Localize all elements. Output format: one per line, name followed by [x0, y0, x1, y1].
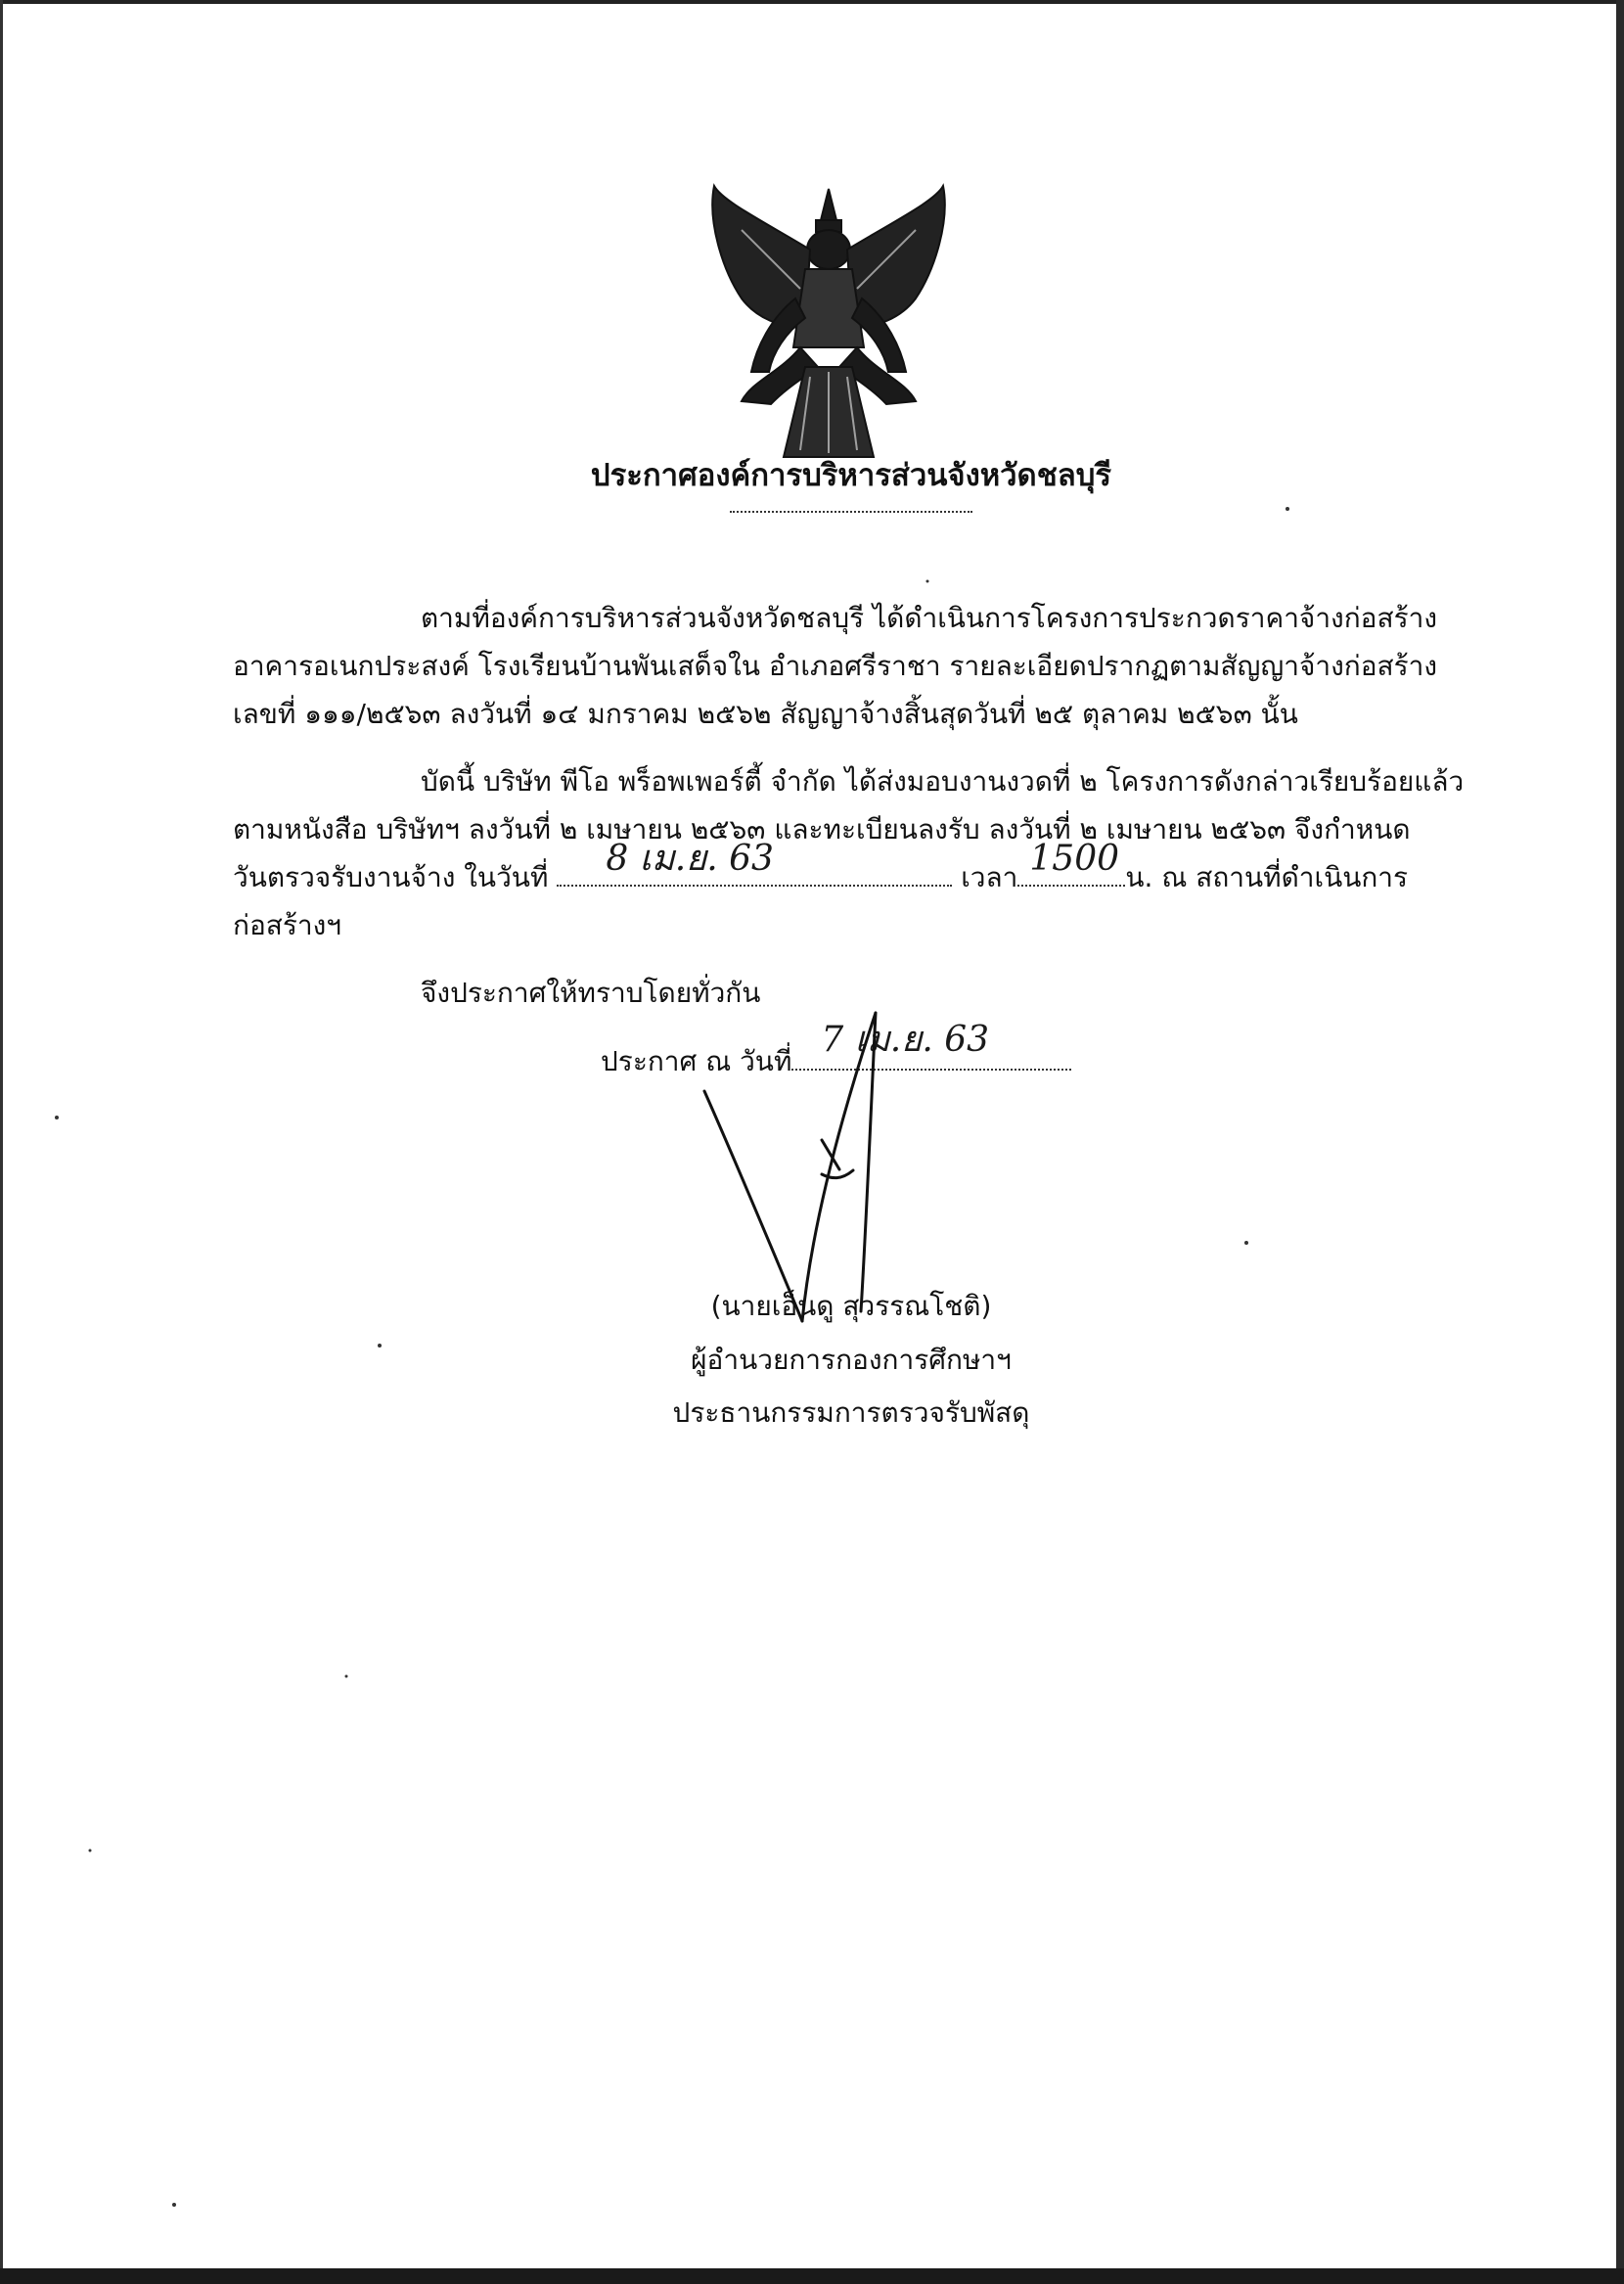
scan-edge-bottom [0, 2268, 1624, 2284]
paragraph-1-line-2: อาคารอเนกประสงค์ โรงเรียนบ้านพันเสด็จใน อำเภอศรีราชา รายละเอียดปรากฏตามสัญญาจ้างก่อสร้าง [233, 650, 1438, 682]
scan-edge-top [0, 0, 1624, 4]
inspection-suffix: น. ณ สถานที่ดำเนินการ [1125, 861, 1409, 893]
paragraph-2 [233, 757, 1466, 949]
paragraph-1-line-3: เลขที่ ๑๑๑/๒๕๖๓ ลงวันที่ ๑๔ มกราคม ๒๕๖๒ สัญญาจ้างสิ้นสุดวันที่ ๒๕ ตุลาคม ๒๕๖๓ นั้น [233, 698, 1298, 730]
paragraph-2-line-1: บัดนี้ บริษัท พีโอ พร็อพเพอร์ตี้ จำกัด ได้ส่งมอบงานงวดที่ ๒ โครงการดังกล่าวเรียบร้อยแล้ว [421, 765, 1465, 798]
inspection-time-label: เวลา [961, 861, 1018, 893]
inspection-prefix: วันตรวจรับงานจ้าง ในวันที่ [233, 861, 549, 893]
inspection-date-blank [557, 839, 952, 887]
garuda-emblem-icon [702, 181, 955, 465]
scan-edge-right [1616, 0, 1624, 2284]
paragraph-1-line-1: ตามที่องค์การบริหารส่วนจังหวัดชลบุรี ได้ดำเนินการโครงการประกวดราคาจ้างก่อสร้าง [421, 602, 1438, 634]
signer-position-2: ประธานกรรมการตรวจรับพัสดุ [672, 1396, 1030, 1429]
paragraph-2-line-2: ตามหนังสือ บริษัทฯ ลงวันที่ ๒ เมษายน ๒๕๖๓ และทะเบียนลงรับ ลงวันที่ ๒ เมษายน ๒๕๖๓ จึงกำหนด [233, 813, 1411, 845]
inspection-time-blank [1017, 839, 1125, 887]
title-underline-dots [730, 511, 972, 513]
signature-mark [685, 998, 998, 1331]
announce-date-prefix: ประกาศ ณ วันที่ [601, 1045, 792, 1077]
document-title: ประกาศองค์การบริหารส่วนจังหวัดชลบุรี [590, 458, 1112, 493]
scan-edge-left [0, 0, 3, 2284]
announce-date-handwritten: 7 เม.ย. 63 [821, 1020, 990, 1060]
signer-position-1: ผู้อำนวยการกองการศึกษาฯ [691, 1344, 1012, 1376]
signer-name: (นายเอ็นดู สุวรรณโชติ) [710, 1290, 992, 1322]
paragraph-2-line-4: ก่อสร้างฯ [233, 909, 342, 941]
inspection-time-handwritten: 1500 [1029, 839, 1120, 879]
paragraph-1 [233, 594, 1466, 738]
inspection-date-handwritten: 8 เม.ย. 63 [606, 839, 774, 879]
inspection-line [233, 839, 1466, 901]
announcement-text: จึงประกาศให้ทราบโดยทั่วกัน [421, 977, 761, 1009]
